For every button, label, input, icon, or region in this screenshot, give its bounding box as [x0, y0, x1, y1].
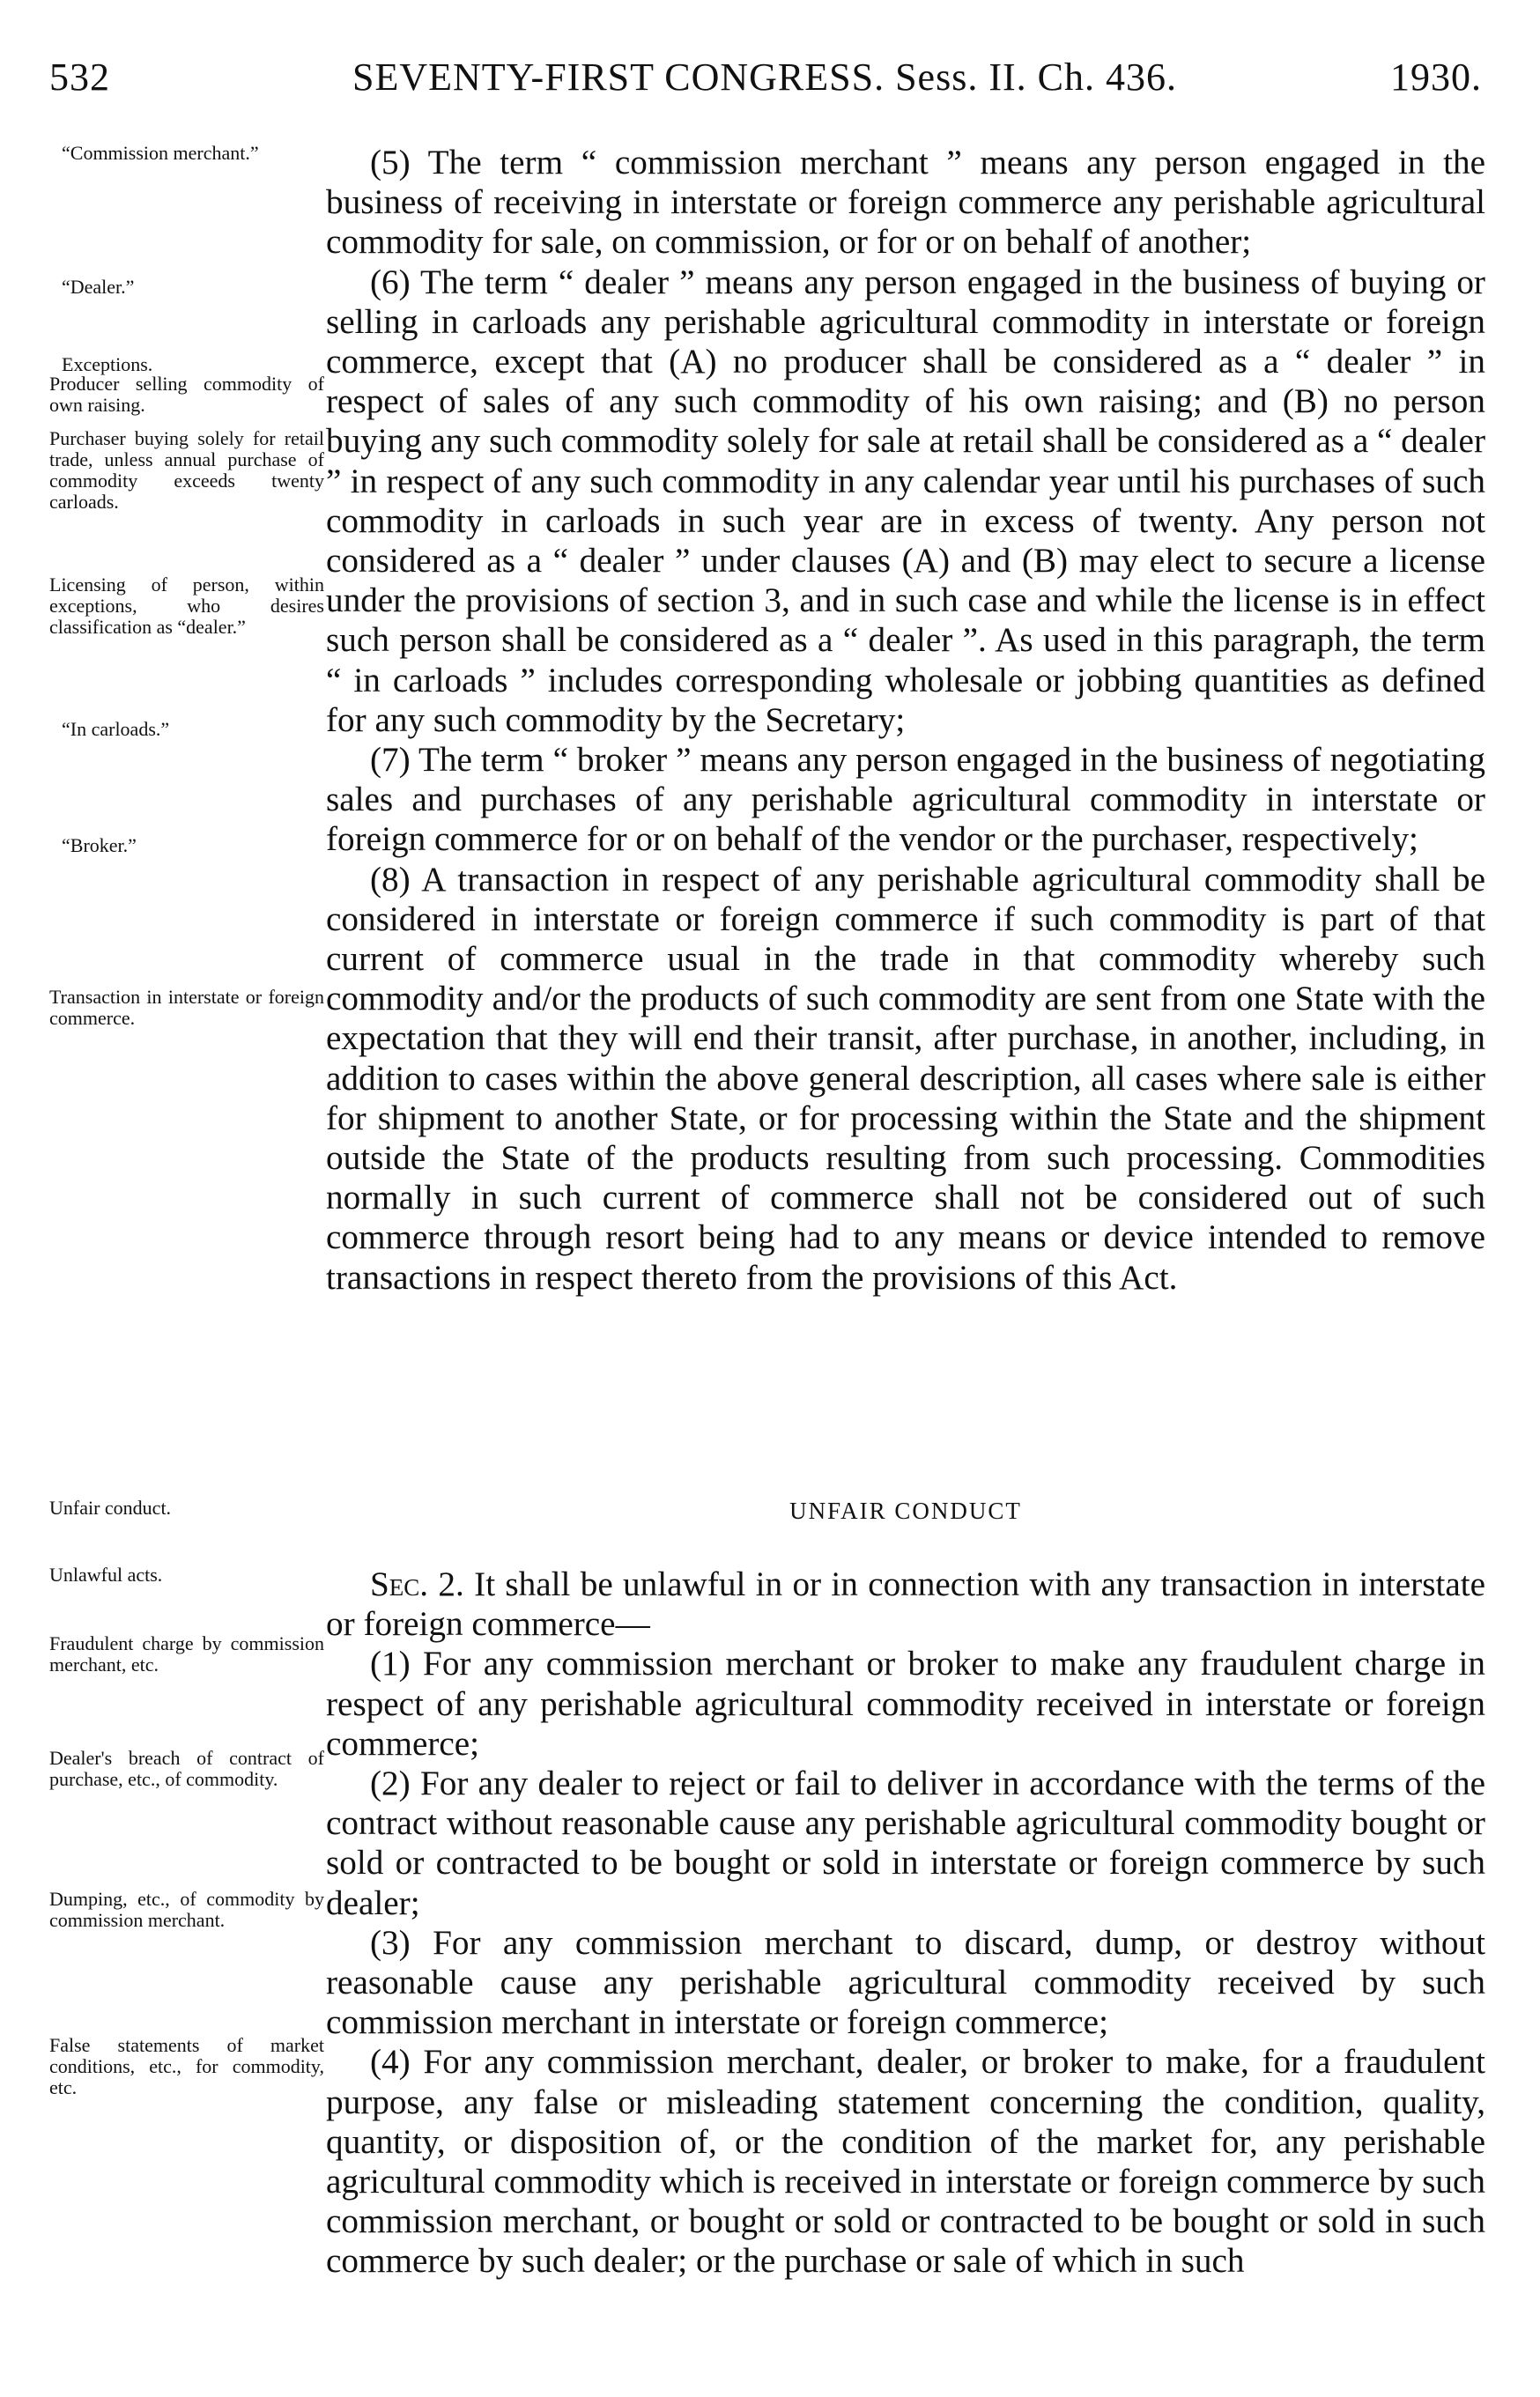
- paragraph: (3) For any commission merchant to discard, dump, or destroy without reasonable cause any perishable agricultural commodity received by such commission merchant in interstate or foreign commerce;: [326, 1923, 1485, 2042]
- margin-note: Purchaser buying solely for retail trade, unless annual purchase of commodity exceeds twenty carloads.: [49, 427, 324, 513]
- margin-note: Fraudulent charge by commission merchant, etc.: [49, 1632, 324, 1676]
- paragraph: (6) The term “ dealer ” means any person engaged in the business of buying or selling in carloads any perishable agricultural commodity in interstate or foreign commerce, except that (A) no producer shall be considered as a “ dealer ” in respect of sales of any such commodity of his own raising; and (B) no person buying any such commodity solely for sale at retail shall be considered as a “ dealer ” in respect of any such commodity in any calendar year until his purchases of such commodity in carloads in such year are in excess of twenty. Any person not considered as a “ dealer ” under clauses (A) and (B) may elect to secure a license under the provisions of section 3, and in such case and while the license is in effect such person shall be considered as a “ dealer ”. As used in this paragraph, the term “ in carloads ” includes corresponding wholesale or jobbing quantities as defined for any such commodity by the Secretary;: [326, 263, 1485, 739]
- paragraph: (4) For any commission merchant, dealer, or broker to make, for a fraudulent purpose, any false or misleading statement concerning the condition, quality, quantity, or disposition of, or the condition of the market for, any perishable agricultural commodity which is received in interstate or foreign commerce by such commission merchant, or bought or sold or contracted to be bought or sold in such commerce by such dealer; or the purchase or sale of which in such: [326, 2043, 1485, 2281]
- margin-note: Transaction in interstate or foreign commerce.: [49, 986, 324, 1029]
- section-intro: It shall be unlawful in or in connection with any transaction in interstate or foreign commerce—: [326, 1565, 1486, 1644]
- paragraph: (5) The term “ commission merchant ” means any person engaged in the business of receiving in interstate or foreign commerce any perishable agricultural commodity for sale, on commission, or for or on behalf of another;: [326, 144, 1485, 262]
- margin-note: Unlawful acts.: [49, 1564, 163, 1586]
- margin-note: “In carloads.”: [62, 718, 170, 740]
- paragraph: (2) For any dealer to reject or fail to deliver in accordance with the terms of the contract without reasonable cause any perishable agricultural commodity bought or sold or contracted to be bought or sold in interstate or foreign commerce by such dealer;: [326, 1764, 1485, 1922]
- margin-note: Producer selling commodity of own raising.: [49, 373, 324, 416]
- running-title: SEVENTY-FIRST CONGRESS. Sess. II. Ch. 436.: [352, 55, 1177, 99]
- page-header: [49, 55, 1494, 107]
- paragraph: (8) A transaction in respect of any perishable agricultural commodity shall be considered in interstate or foreign commerce if such commodity is part of that current of commerce usual in the trade in that commodity whereby such commodity and/or the products of such commodity are sent from one State with the expectation that they will end their transit, after purchase, in another, including, in addition to cases within the above general description, all cases where sale is either for shipment to another State, or for processing within the State and the shipment outside the State of the products resulting from such processing. Commodities normally in such current of commerce shall not be considered out of such commerce through resort being had to any means or device intended to remove transactions in respect thereto from the provisions of this Act.: [326, 860, 1485, 1297]
- margin-note: Unfair conduct.: [49, 1497, 172, 1519]
- page-number: 532: [49, 55, 110, 99]
- margin-note: Dumping, etc., of commodity by commission merchant.: [49, 1888, 324, 1931]
- margin-note: False statements of market conditions, etc., for commodity, etc.: [49, 2034, 324, 2098]
- section-intro-paragraph: [326, 1565, 1485, 1644]
- paragraph: (7) The term “ broker ” means any person engaged in the business of negotiating sales and purchases of any perishable agricultural commodity in interstate or foreign commerce for or on behalf of the vendor or the purchaser, respectively;: [326, 741, 1485, 859]
- header-year: 1930.: [1390, 55, 1482, 99]
- paragraph: (1) For any commission merchant or broker to make any fraudulent charge in respect of any perishable agricultural commodity received in interstate or foreign commerce;: [326, 1645, 1485, 1763]
- margin-note: “Commission merchant.”: [62, 142, 259, 164]
- section-label: Sec. 2.: [370, 1565, 464, 1603]
- margin-note: Licensing of person, within exceptions, who desires classification as “dealer.”: [49, 573, 324, 638]
- margin-note: Exceptions.: [62, 353, 153, 375]
- section-heading: UNFAIR CONDUCT: [789, 1498, 1022, 1524]
- margin-note: “Dealer.”: [62, 276, 135, 298]
- margin-note: “Broker.”: [62, 834, 137, 856]
- margin-note: Dealer's breach of contract of purchase, etc., of commodity.: [49, 1747, 324, 1790]
- definitions-text: [326, 143, 1485, 1298]
- section-text: [326, 1565, 1485, 2282]
